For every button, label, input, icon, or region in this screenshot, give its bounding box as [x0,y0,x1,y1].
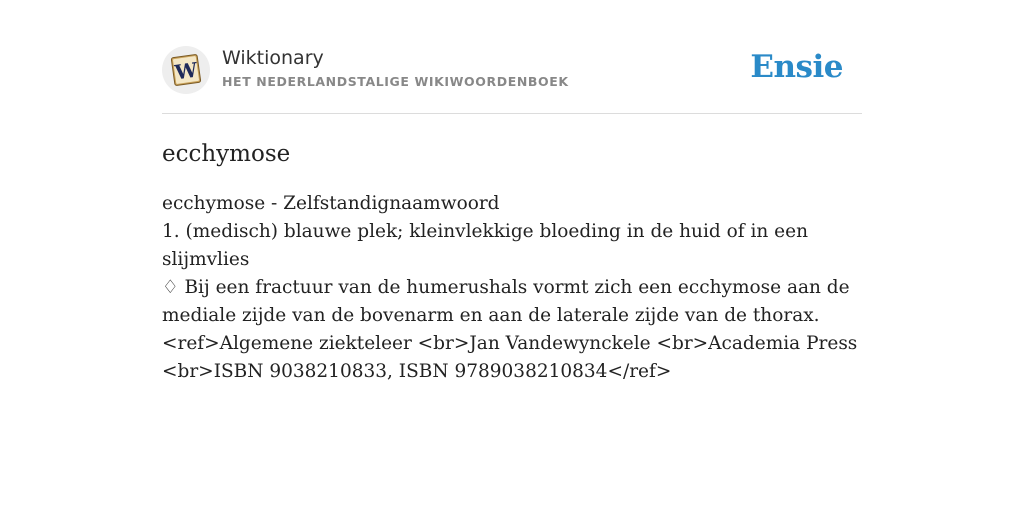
site-header [162,0,862,114]
entry-content [162,190,862,386]
example-sentence: ♢ Bij een fractuur van de humerushals vormt zich een ecchymose aan de mediale zijde van de bovenarm en aan de laterale zijde van de thorax.<ref>Algemene ziekteleer <br>Jan Vandewynckele <br>Academia Press <br>ISBN 9038210833, ISBN 9789038210834</ref> [162,277,858,382]
definition-line: 1. (medisch) blauwe plek; kleinvlekkige bloeding in de huid of in een slijmvlies [162,221,808,270]
logo-letter: W [173,57,199,85]
page-title: ecchymose [162,141,291,167]
wiktionary-logo-icon [162,46,210,94]
ensie-logo-link[interactable]: Ensie [750,49,843,85]
page [162,0,862,386]
site-title[interactable]: Wiktionary [222,47,324,69]
wiktionary-logo[interactable] [162,46,210,94]
site-subtitle: HET NEDERLANDSTALIGE WIKIWOORDENBOEK [222,74,569,89]
brand-block [222,46,569,89]
word-class-line: ecchymose - Zelfstandignaamwoord [162,193,500,214]
